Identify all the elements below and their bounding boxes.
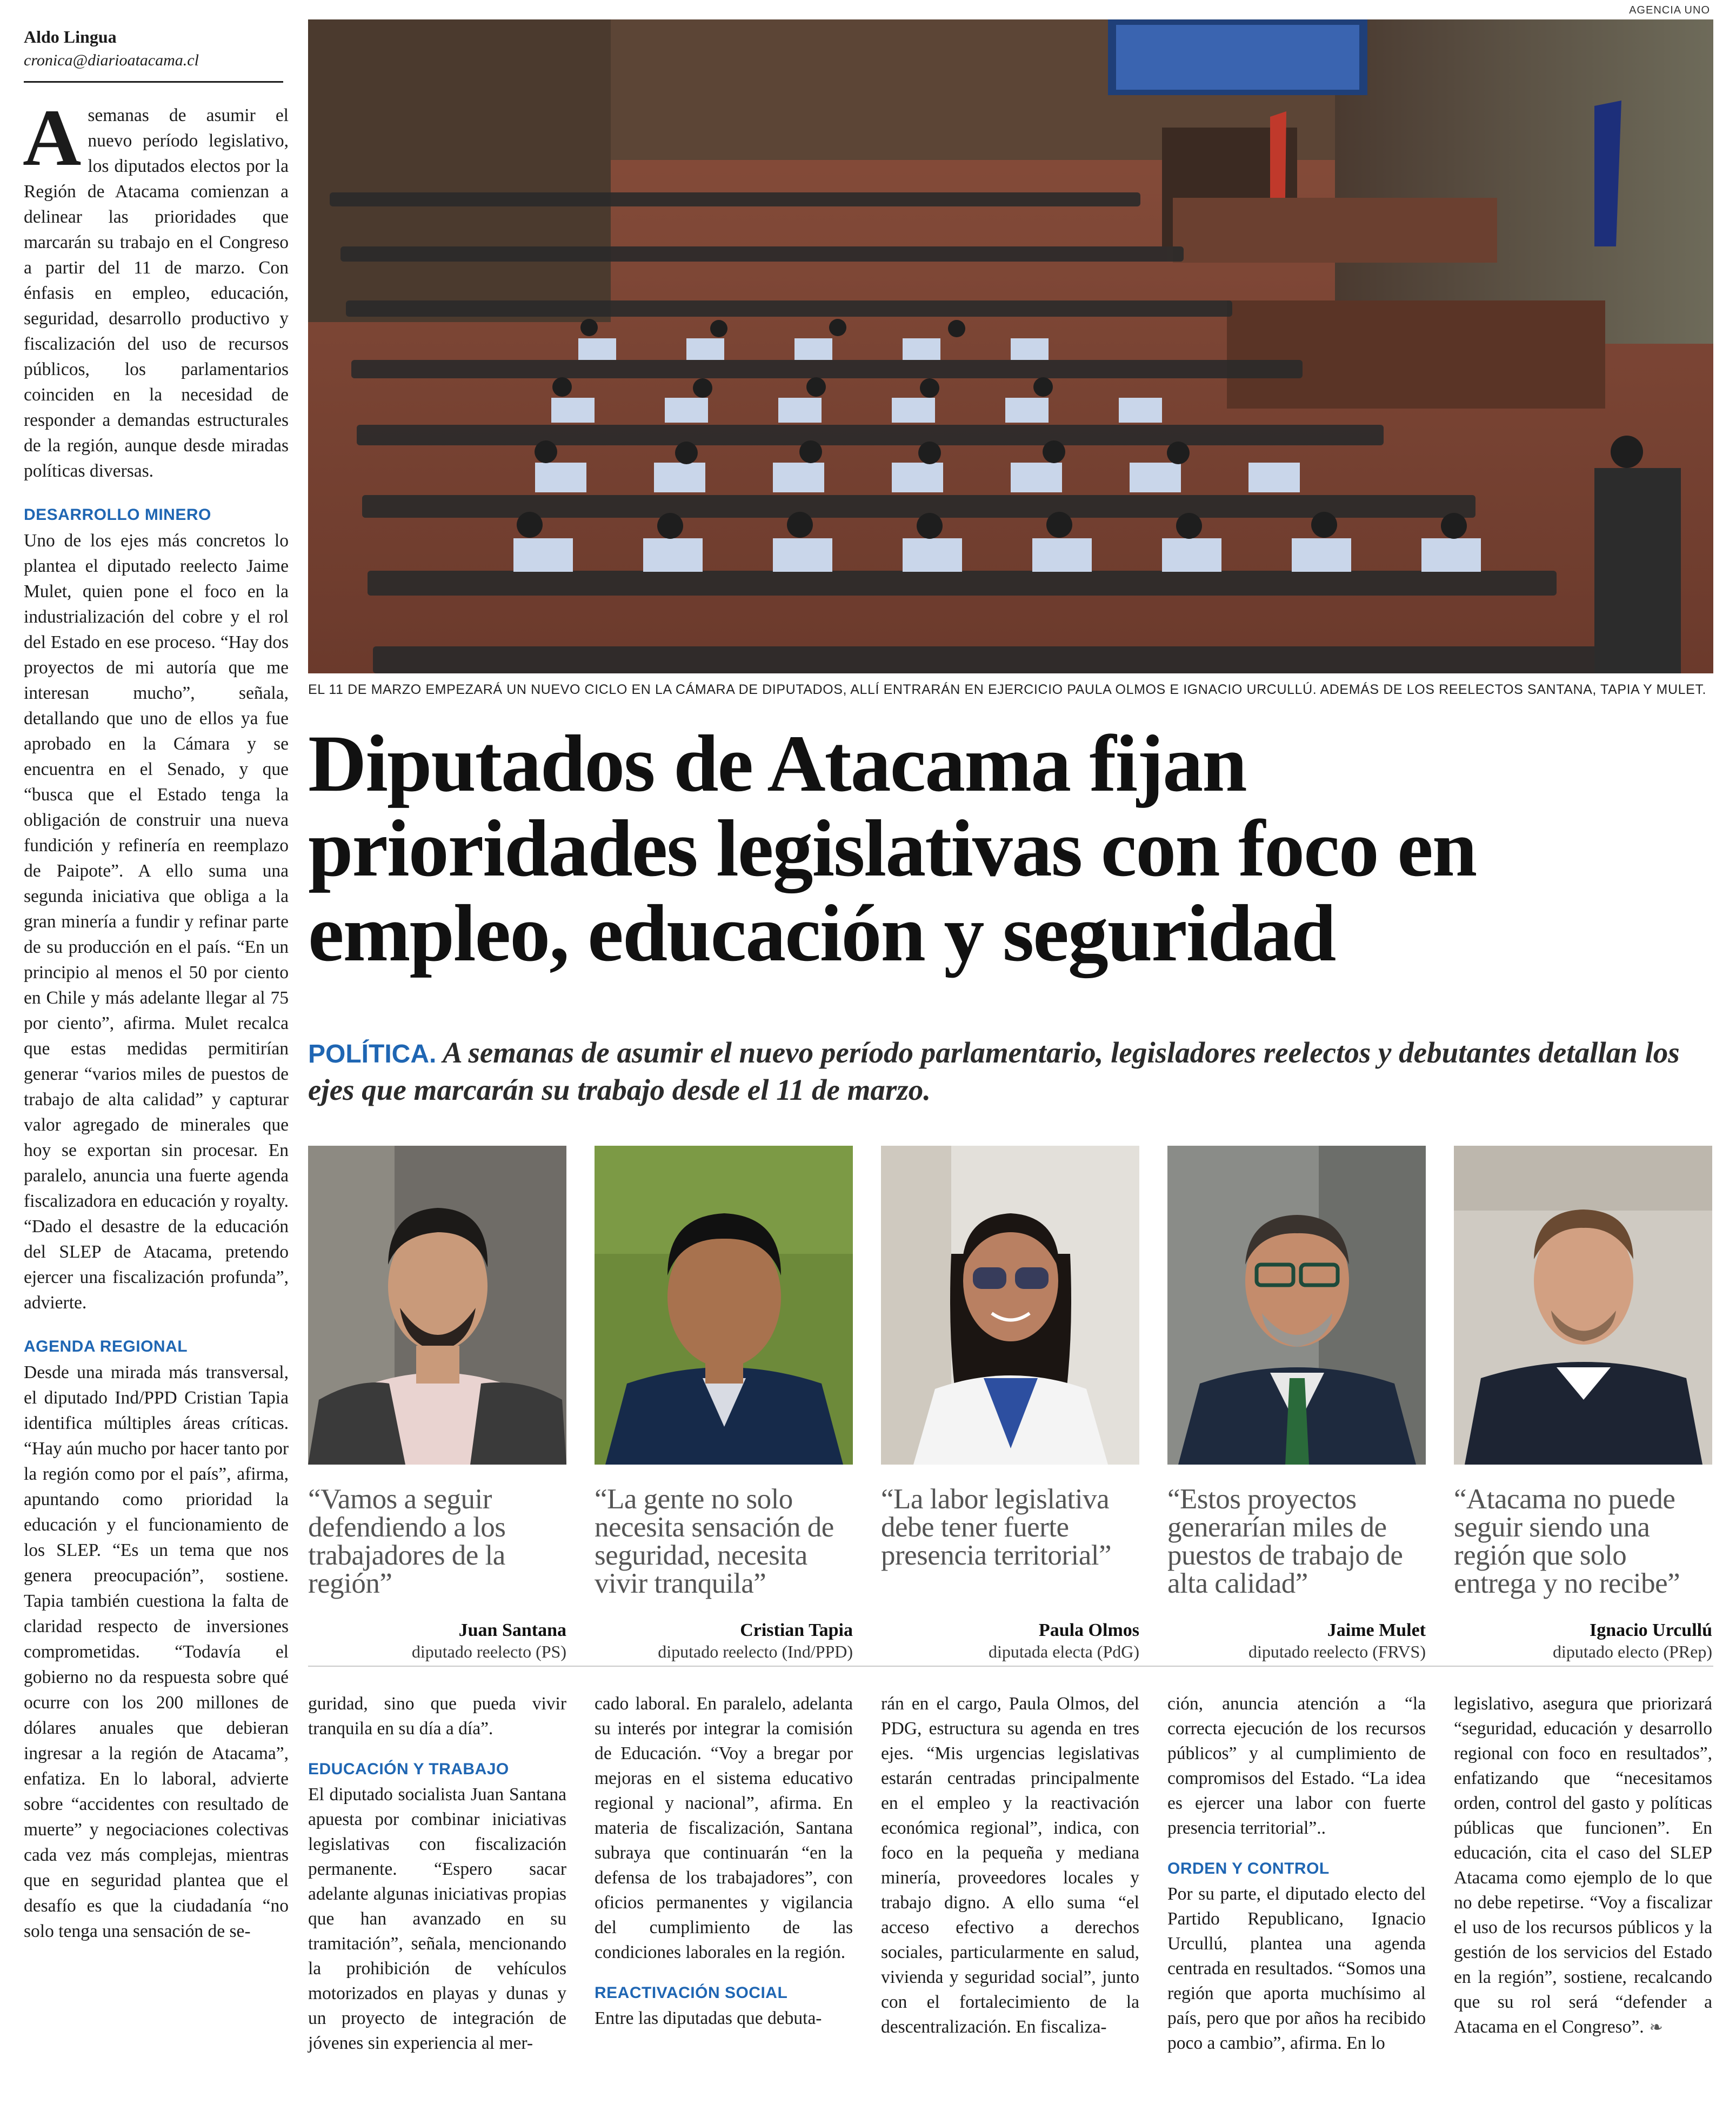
chamber-illustration [308, 19, 1713, 673]
body-text: rán en el cargo, Paula Olmos, del PDG, estructura su agenda en tres ejes. “Mis urgencias legislativas estarán centradas principalmente en el empleo y la reactivación económica regional”, indica, con foco en la pequeña y mediana minería, proveedores locales y trabajo digno. A ello suma “el acceso efectivo a derechos sociales, particularmente en salud, vivienda y seguridad social”, junto con el fortalecimiento de la descentralización. En fiscaliza- [881, 1694, 1139, 2037]
portrait-photo [308, 1146, 566, 1465]
profile-quote: “La labor legislativa debe tener fuerte presencia territorial” [881, 1484, 1111, 1571]
headline-line-1: Diputados de Atacama fijan [308, 719, 1246, 808]
profile-name: Paula Olmos [1038, 1620, 1139, 1640]
headline-line-3: empleo, educación y seguridad [308, 888, 1336, 978]
chamber-photo [308, 19, 1713, 673]
byline-author: Aldo Lingua [24, 27, 117, 46]
mining-paragraph: Uno de los ejes más concretos lo plantea el diputado reelecto Jaime Mulet, quien pone el foco en la industrialización del cobre y el rol del Estado en ese proceso. “Hay dos proyectos de mi autoría que me interesan mucho”, señala, detallando que uno de ellos ya fue aprobado en la Cámara y se encuentra en el Senado, y que “busca que el Estado tenga la obligación de construir una nueva fundición y refinería en reemplazo de Paipote”. A ello suma una segunda iniciativa que obliga a la gran minería a fundir y refinar parte de su producción en el país. “En un principio al menos el 50 por ciento en Chile y más adelante llegar al 75 por ciento”, afirma. Mulet recalca que estas medidas permitirían generar “varios miles de puestos de trabajo de alta calidad” y capturar valor agregado de minerales que hoy se exportan sin procesar. En paralelo, anuncia una fuerte agenda fiscalizadora en educación y royalty. “Dado el desastre de la educación del SLEP de Atacama, pretendo ejercer una fiscalización profunda”, advierte. [24, 531, 289, 1313]
profile-role: diputada electa (PdG) [989, 1642, 1139, 1661]
portrait-photo [881, 1146, 1139, 1465]
bottom-column-2 [595, 1692, 853, 2031]
profile-quote: “La gente no solo necesita sensación de seguridad, necesita vivir tranquila” [595, 1484, 834, 1599]
profile-card [881, 1146, 1139, 1662]
profile-role: diputado reelecto (PS) [411, 1642, 566, 1661]
portrait-photo [1454, 1146, 1712, 1465]
profile-quote: “Vamos a seguir defendiendo a los trabajadores de la región” [308, 1484, 506, 1599]
profile-role: diputado reelecto (FRVS) [1248, 1642, 1426, 1661]
body-text: guridad, sino que pueda vivir tranquila en su día a día”. [308, 1694, 566, 1739]
profile-card [1454, 1146, 1712, 1662]
headline [308, 721, 1713, 976]
section-kicker: POLÍTICA. [308, 1040, 437, 1068]
photo-credit: AGENCIA UNO [1629, 4, 1710, 16]
portrait-urcullu [1454, 1146, 1712, 1465]
profile-quote: “Estos proyectos generarían miles de puestos de trabajo de alta calidad” [1167, 1484, 1403, 1599]
subhead-desarrollo-minero: DESARROLLO MINERO [24, 506, 211, 524]
portrait-photo [595, 1146, 853, 1465]
body-text: El diputado socialista Juan Santana apuesta por combinar iniciativas legislativas con fiscalización permanente. “Espero sacar adelante algunas iniciativas propias que han avanzado en su tramitación”, señala, mencionando la prohibición de vehículos motorizados en playas y dunas y un proyecto de integración de jóvenes sin experiencia al mer- [308, 1785, 566, 2053]
dropcap: A [23, 93, 82, 183]
section-divider [308, 1666, 1713, 1667]
profile-quote: “Atacama no puede seguir siendo una región que solo entrega y no recibe” [1454, 1484, 1680, 1599]
portrait-mulet [1167, 1146, 1426, 1465]
profile-name: Ignacio Urcullú [1589, 1620, 1712, 1640]
profile-card [595, 1146, 853, 1662]
bottom-column-4 [1167, 1692, 1426, 2056]
deck-text: A semanas de asumir el nuevo período parlamentario, legisladores reelectos y debutantes detallan los ejes que marcarán su trabajo desde el 11 de marzo. [308, 1036, 1680, 1106]
body-text: ción, anuncia atención a “la correcta ejecución de los recursos públicos” y al cumplimiento de compromisos del Estado. “La idea es ejercer una labor con fuerte presencia territorial”.. [1167, 1694, 1426, 1838]
bottom-column-1 [308, 1692, 566, 2056]
headline-line-2: prioridades legislativas con foco en [308, 804, 1477, 893]
body-text: Por su parte, el diputado electo del Partido Republicano, Ignacio Urcullú, plantea una agenda centrada en resultados. “Somos una región que aporta muchísimo al país, pero que por años ha recibido poco a cambio”, afirma. En lo [1167, 1884, 1426, 2053]
profile-name: Juan Santana [458, 1620, 566, 1640]
subhead-agenda-regional: AGENDA REGIONAL [24, 1338, 188, 1355]
profile-role: diputado electo (PRep) [1552, 1642, 1712, 1661]
end-mark-icon: ❧ [1649, 2019, 1663, 2036]
portrait-olmos [881, 1146, 1139, 1465]
intro-paragraph [23, 93, 289, 484]
subhead-reactivacion-social: REACTIVACIÓN SOCIAL [595, 1984, 788, 2002]
profile-name: Cristian Tapia [740, 1620, 853, 1640]
profile-name: Jaime Mulet [1327, 1620, 1426, 1640]
regional-paragraph: Desde una mirada más transversal, el diputado Ind/PPD Cristian Tapia identifica múltiples áreas críticas. “Hay aún mucho por hacer tanto por la región como por el país”, afirma, apuntando como prioridad la educación y el funcionamiento de los SLEP. “Es un tema que nos genera preocupación”, sostiene. Tapia también cuestiona la falta de claridad respecto de inversiones comprometidas. “Todavía el gobierno no da respuesta sobre qué ocurre con los 200 millones de dólares anuales que debieran ingresar a la región de Atacama”, enfatiza. En lo laboral, advierte sobre “accidentes con resultado de muerte” y negociaciones colectivas cada vez más complejas, mientras que en seguridad plantea que el desafío es que la ciudadanía “no solo tenga una sensación de se- [24, 1362, 289, 1941]
body-text: cado laboral. En paralelo, adelanta su interés por integrar la comisión de Educación. “Voy a bregar por mejoras en el sistema educativo regional y nacional”, afirma. En materia de fiscalización, Santana subraya que continuarán “en la defensa de los trabajadores”, con oficios permanentes y vigilancia del cumplimiento de las condiciones laborales en la región. [595, 1694, 853, 1962]
byline-divider [24, 81, 283, 83]
portrait-santana [308, 1146, 566, 1465]
left-column [23, 93, 289, 1944]
body-text: Entre las diputadas que debuta- [595, 2008, 822, 2028]
profile-role: diputado reelecto (Ind/PPD) [658, 1642, 853, 1661]
deck [308, 1035, 1713, 1108]
portrait-tapia [595, 1146, 853, 1465]
bottom-column-3 [881, 1692, 1139, 2040]
profile-card [308, 1146, 566, 1662]
profile-card [1167, 1146, 1426, 1662]
portrait-photo [1167, 1146, 1426, 1465]
subhead-orden-control: ORDEN Y CONTROL [1167, 1860, 1330, 1877]
intro-text: semanas de asumir el nuevo período legislativo, los diputados electos por la Región de Atacama comienzan a delinear las prioridades que marcarán su trabajo en el Congreso a partir del 11 de marzo. Con énfasis en empleo, educación, seguridad, desarrollo productivo y fiscalización del uso de recursos públicos, los parlamentarios coinciden en la necesidad de responder a demandas estructurales de la región, aunque desde miradas políticas diversas. [24, 105, 289, 481]
byline-email: cronica@diarioatacama.cl [24, 51, 199, 69]
subhead-educacion-trabajo: EDUCACIÓN Y TRABAJO [308, 1760, 509, 1778]
body-text-content: legislativo, asegura que priorizará “seguridad, educación y desarrollo regional con foco en resultados”, enfatizando que “necesitamos orden, control del gasto y políticas públicas que funcionen”. En educación, cita el caso del SLEP Atacama como ejemplo de lo que no debe repetirse. “Voy a fiscalizar el uso de los recursos públicos y la gestión de los servicios del Estado en la región”, sostiene, recalcando que su rol será “defender a Atacama en el Congreso”. [1454, 1694, 1712, 2037]
bottom-column-5 [1454, 1692, 1712, 2040]
body-text [1454, 1692, 1712, 2040]
photo-caption: EL 11 DE MARZO EMPEZARÁ UN NUEVO CICLO EN LA CÁMARA DE DIPUTADOS, ALLÍ ENTRARÁN EN EJERCICIO PAULA OLMOS E IGNACIO URCULLÚ. ADEMÁS DE LOS REELECTOS SANTANA, TAPIA Y MULET. [308, 682, 1707, 697]
